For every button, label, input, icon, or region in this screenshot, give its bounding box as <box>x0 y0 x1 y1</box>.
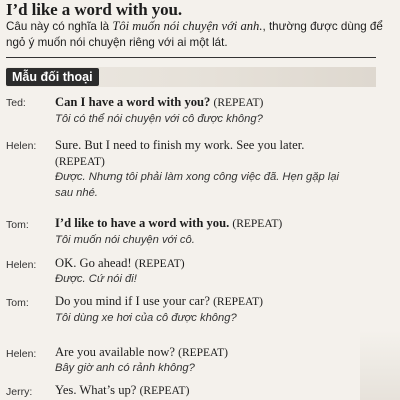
english-line <box>55 95 263 110</box>
lesson-heading: I’d like a word with you. <box>6 0 183 19</box>
english-line: Sure. But I need to finish my work. See you later. <box>55 138 305 152</box>
speaker-label: Tom: <box>6 297 29 309</box>
repeat-tag: (REPEAT) <box>55 156 105 168</box>
speaker-label: Jerry: <box>6 386 33 398</box>
english-text: Can I have a word with you? <box>55 95 211 109</box>
vietnamese-line: Được. Cứ nói đi! <box>55 273 137 285</box>
vietnamese-line: Bây giờ anh có rảnh không? <box>55 362 195 374</box>
speaker-label: Helen: <box>6 140 37 152</box>
divider-rule <box>6 57 376 58</box>
english-line <box>55 216 282 231</box>
speaker-label: Tom: <box>6 219 29 231</box>
intro-paragraph <box>6 18 386 51</box>
repeat-tag: (REPEAT) <box>232 218 283 230</box>
english-line <box>55 294 263 309</box>
english-text: OK. Go ahead! <box>55 256 132 270</box>
vietnamese-line: Được. Nhưng tôi phải làm xong công việc đã. Hẹn gặp lại <box>55 171 340 183</box>
intro-text-before: Câu này có nghĩa là <box>6 20 113 33</box>
vietnamese-line-continued: sau nhé. <box>55 187 98 199</box>
vietnamese-line: Tôi muốn nói chuyện với cô. <box>55 234 195 246</box>
repeat-tag: (REPEAT) <box>134 258 185 270</box>
speaker-label: Helen: <box>6 348 37 360</box>
english-text: Do you mind if I use your car? <box>55 294 210 308</box>
speaker-label: Helen: <box>6 259 37 271</box>
vietnamese-line: Tôi có thể nói chuyện với cô được không? <box>55 113 263 125</box>
repeat-tag: (REPEAT) <box>213 296 263 308</box>
repeat-tag: (REPEAT) <box>139 385 190 397</box>
english-text: I’d like to have a word with you. <box>55 216 230 230</box>
english-line <box>55 383 189 398</box>
vietnamese-line: Tôi dùng xe hơi của cô được không? <box>55 312 237 324</box>
intro-text-after: , thường được dùng để ngỏ ý muốn nói chuyện riêng với ai một lát. <box>6 20 383 49</box>
english-line <box>55 256 185 271</box>
intro-emphasis: Tôi muốn nói chuyện với anh. <box>112 19 263 33</box>
english-line-repeat <box>55 154 105 169</box>
page-shading <box>360 330 400 400</box>
english-text: Yes. What’s up? <box>55 383 137 397</box>
section-title: Mẫu đối thoại <box>6 68 99 86</box>
repeat-tag: (REPEAT) <box>213 97 264 109</box>
repeat-tag: (REPEAT) <box>178 347 228 359</box>
english-line <box>55 345 228 360</box>
speaker-label: Ted: <box>6 97 26 109</box>
english-text: Are you available now? <box>55 345 175 359</box>
